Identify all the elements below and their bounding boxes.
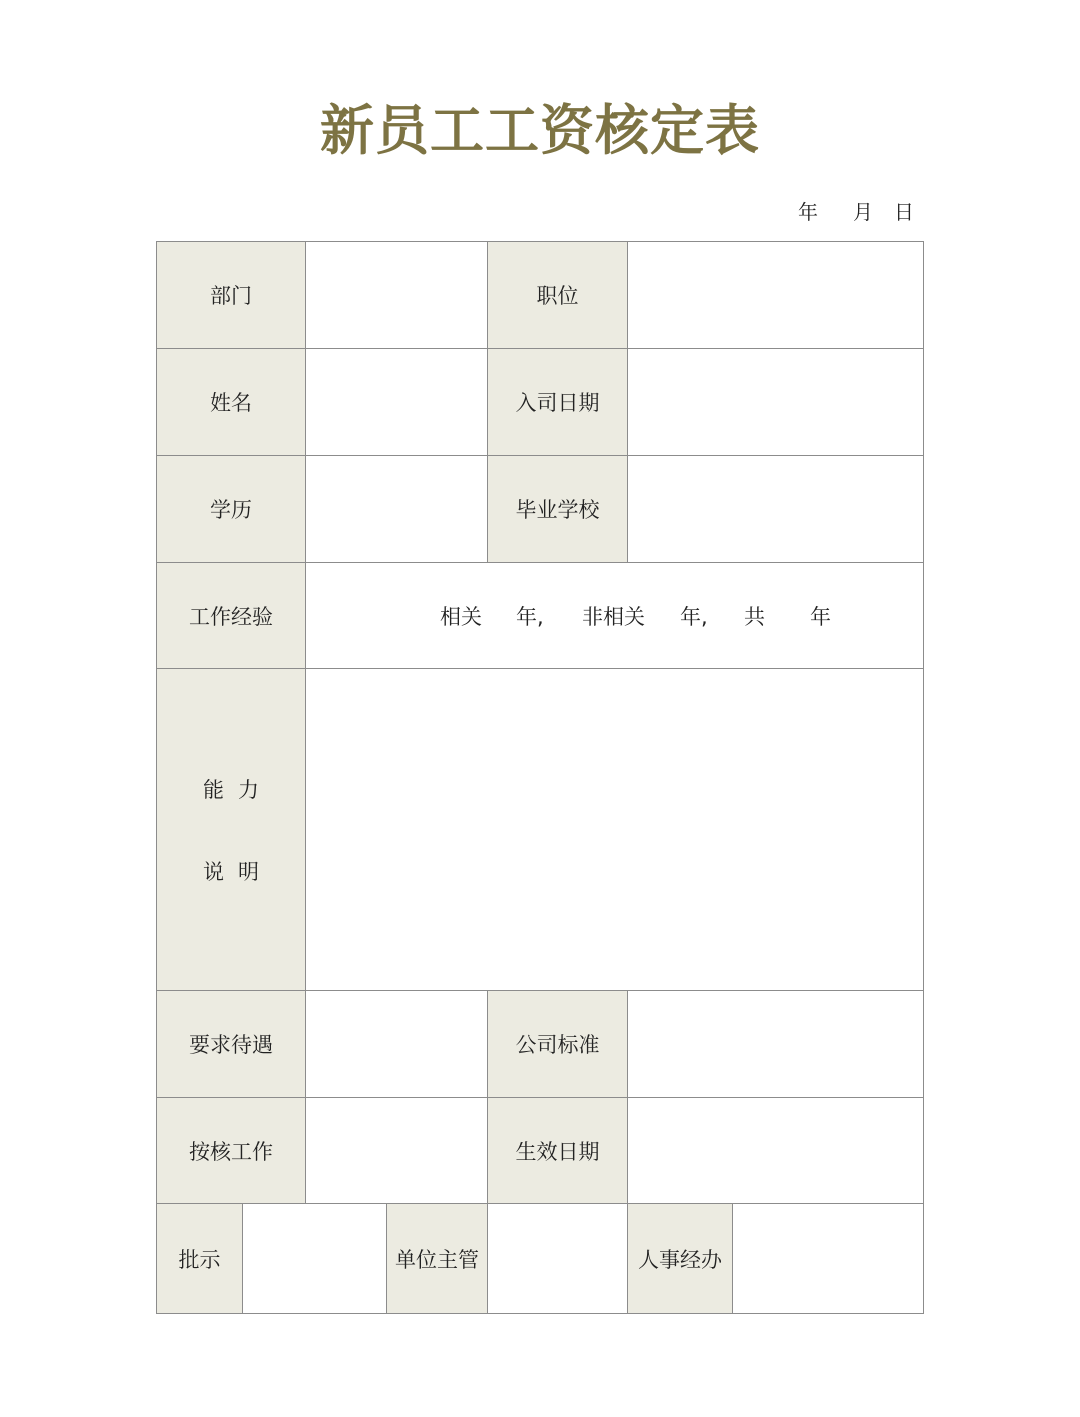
hr-field[interactable]	[733, 1204, 923, 1313]
ability-label	[157, 669, 306, 991]
education-label: 学历	[157, 456, 306, 563]
date-year: 年	[798, 200, 818, 224]
approved-work-field[interactable]	[306, 1098, 488, 1204]
effective-date-field[interactable]	[628, 1098, 923, 1204]
join-date-label: 入司日期	[488, 349, 628, 456]
approve-label: 批示	[157, 1204, 243, 1313]
education-field[interactable]	[306, 456, 488, 563]
effective-date-label: 生效日期	[488, 1098, 628, 1204]
name-label: 姓名	[157, 349, 306, 456]
ability-label-line2: 说明	[203, 859, 273, 884]
exp-total-year: 年	[810, 604, 831, 629]
name-field[interactable]	[306, 349, 488, 456]
company-standard-label: 公司标准	[488, 991, 628, 1098]
school-field[interactable]	[628, 456, 923, 563]
hr-label: 人事经办	[628, 1204, 733, 1313]
experience-label: 工作经验	[157, 563, 306, 669]
approved-work-label: 按核工作	[157, 1098, 306, 1204]
school-label: 毕业学校	[488, 456, 628, 563]
unit-manager-label: 单位主管	[387, 1204, 488, 1313]
ability-label-line1: 能力	[203, 777, 273, 802]
position-label: 职位	[488, 242, 628, 349]
salary-request-field[interactable]	[306, 991, 488, 1098]
date-month: 月	[853, 200, 873, 224]
company-standard-field[interactable]	[628, 991, 923, 1098]
dept-field[interactable]	[306, 242, 488, 349]
exp-unrelated: 非相关	[582, 604, 645, 629]
exp-unrelated-year: 年,	[680, 604, 708, 629]
date-day: 日	[894, 200, 914, 224]
ability-field[interactable]	[306, 669, 923, 991]
position-field[interactable]	[628, 242, 923, 349]
form-title: 新员工工资核定表	[320, 99, 760, 162]
approve-field[interactable]	[243, 1204, 387, 1313]
unit-manager-field[interactable]	[488, 1204, 628, 1313]
exp-total: 共	[744, 604, 765, 629]
exp-related-year: 年,	[516, 604, 544, 629]
salary-form-table	[156, 241, 924, 1314]
experience-field[interactable]	[306, 563, 923, 669]
dept-label: 部门	[157, 242, 306, 349]
exp-related: 相关	[440, 604, 482, 629]
join-date-field[interactable]	[628, 349, 923, 456]
salary-request-label: 要求待遇	[157, 991, 306, 1098]
